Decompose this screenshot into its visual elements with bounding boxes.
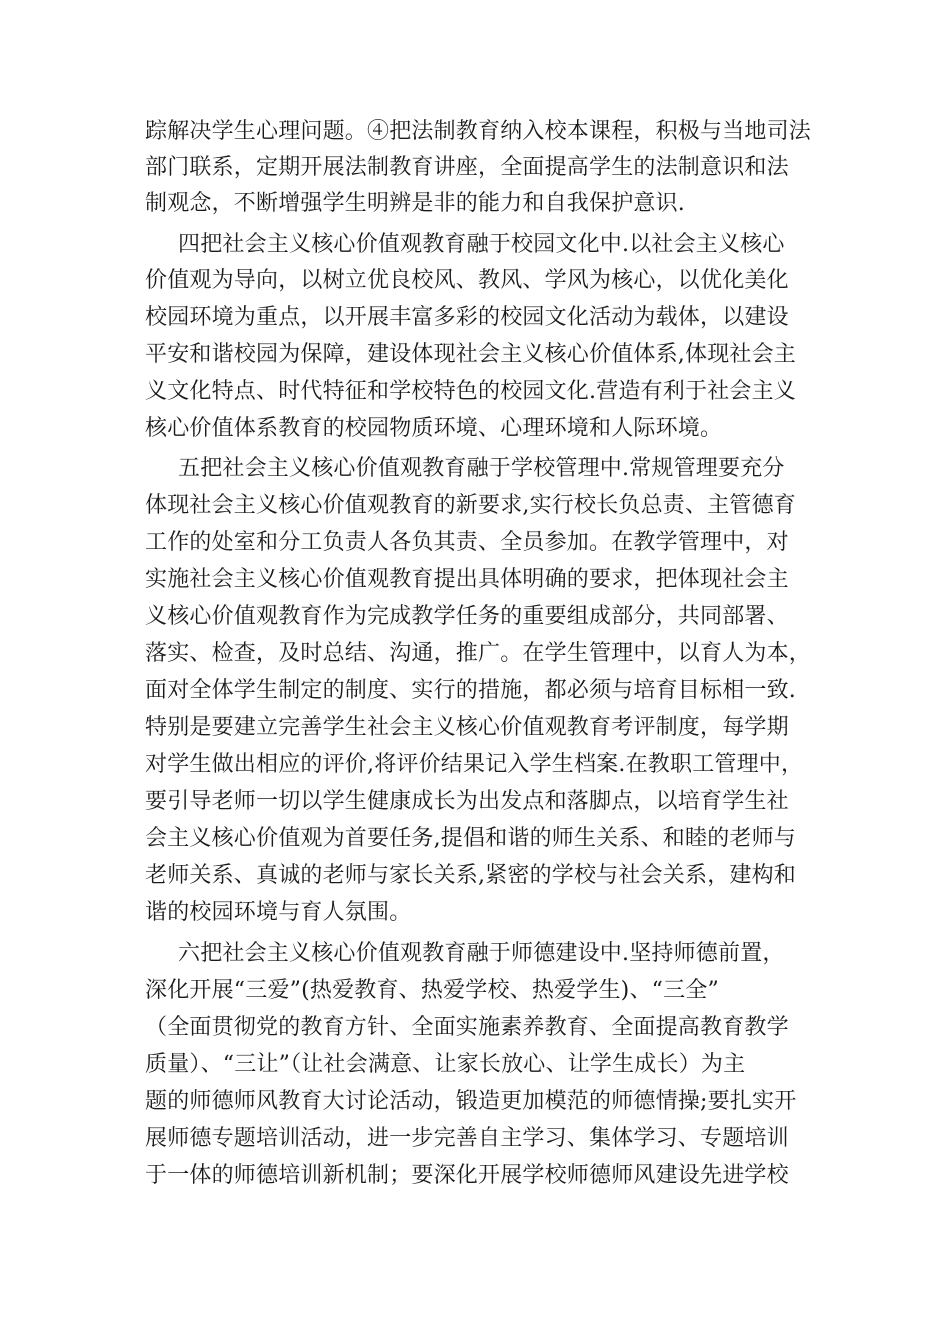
text-line: （全面贯彻党的教育方针、全面实施素养教育、全面提高教育教学 <box>145 1015 789 1040</box>
text-line: 义核心价值观教育作为完成教学任务的重要组成部分，共同部署、 <box>145 604 789 629</box>
text-line: 要引导老师一切以学生健康成长为出发点和落脚点，以培育学生社 <box>145 789 789 814</box>
text-line: 对学生做出相应的评价,将评价结果记入学生档案.在教职工管理中， <box>145 752 804 777</box>
text-line: 义文化特点、时代特征和学校特色的校园文化.营造有利于社会主义 <box>145 379 796 404</box>
text-line: 制观念，不断增强学生明辨是非的能力和自我保护意识. <box>145 191 685 216</box>
text-line: 会主义核心价值观为首要任务,提倡和谐的师生关系、和睦的老师与 <box>145 826 796 851</box>
text-line: 展师德专题培训活动，进一步完善自主学习、集体学习、专题培训 <box>145 1126 789 1151</box>
text-line: 踪解决学生心理问题。④把法制教育纳入校本课程，积极与当地司法 <box>145 119 812 144</box>
text-line: 特别是要建立完善学生社会主义核心价值观教育考评制度，每学期 <box>145 715 789 740</box>
paragraph-start-line: 五把社会主义核心价值观教育融于学校管理中.常规管理要充分 <box>178 456 785 481</box>
text-line: 深化开展“三爱”(热爱教育、热爱学校、热爱学生)、“三全” <box>145 978 719 1003</box>
text-line: 面对全体学生制定的制度、实行的措施，都必须与培育目标相一致. <box>145 678 796 703</box>
text-line: 老师关系、真诚的老师与家长关系,紧密的学校与社会关系，建构和 <box>145 863 796 888</box>
text-line: 落实、检查，及时总结、沟通，推广。在学生管理中，以育人为本， <box>145 641 812 666</box>
text-line: 实施社会主义核心价值观教育提出具体明确的要求，把体现社会主 <box>145 567 789 592</box>
text-line: 质量）、“三让”（让社会满意、让家长放心、让学生成长）为主 <box>145 1052 746 1077</box>
text-line: 平安和谐校园为保障，建设体现社会主义核心价值体系,体现社会主 <box>145 342 796 367</box>
paragraph-start-line: 六把社会主义核心价值观教育融于师德建设中.坚持师德前置， <box>178 941 785 966</box>
text-line: 体现社会主义核心价值观教育的新要求,实行校长负总责、主管德育 <box>145 493 796 518</box>
paragraph-start-line: 四把社会主义核心价值观教育融于校园文化中.以社会主义核心 <box>178 232 785 257</box>
text-line: 校园环境为重点，以开展丰富多彩的校园文化活动为载体，以建设 <box>145 305 789 330</box>
text-line: 谐的校园环境与育人氛围。 <box>145 900 412 925</box>
text-line: 于一体的师德培训新机制；要深化开展学校师德师风建设先进学校 <box>145 1163 789 1188</box>
text-line: 工作的处室和分工负责人各负其责、全员参加。在教学管理中，对 <box>145 530 789 555</box>
text-line: 题的师德师风教育大讨论活动，锻造更加模范的师德情操;要扎实开 <box>145 1089 797 1114</box>
text-line: 部门联系，定期开展法制教育讲座，全面提高学生的法制意识和法 <box>145 155 789 180</box>
text-line: 核心价值体系教育的校园物质环境、心理环境和人际环境。 <box>145 416 723 441</box>
text-line: 价值观为导向，以树立优良校风、教风、学风为核心，以优化美化 <box>145 268 789 293</box>
